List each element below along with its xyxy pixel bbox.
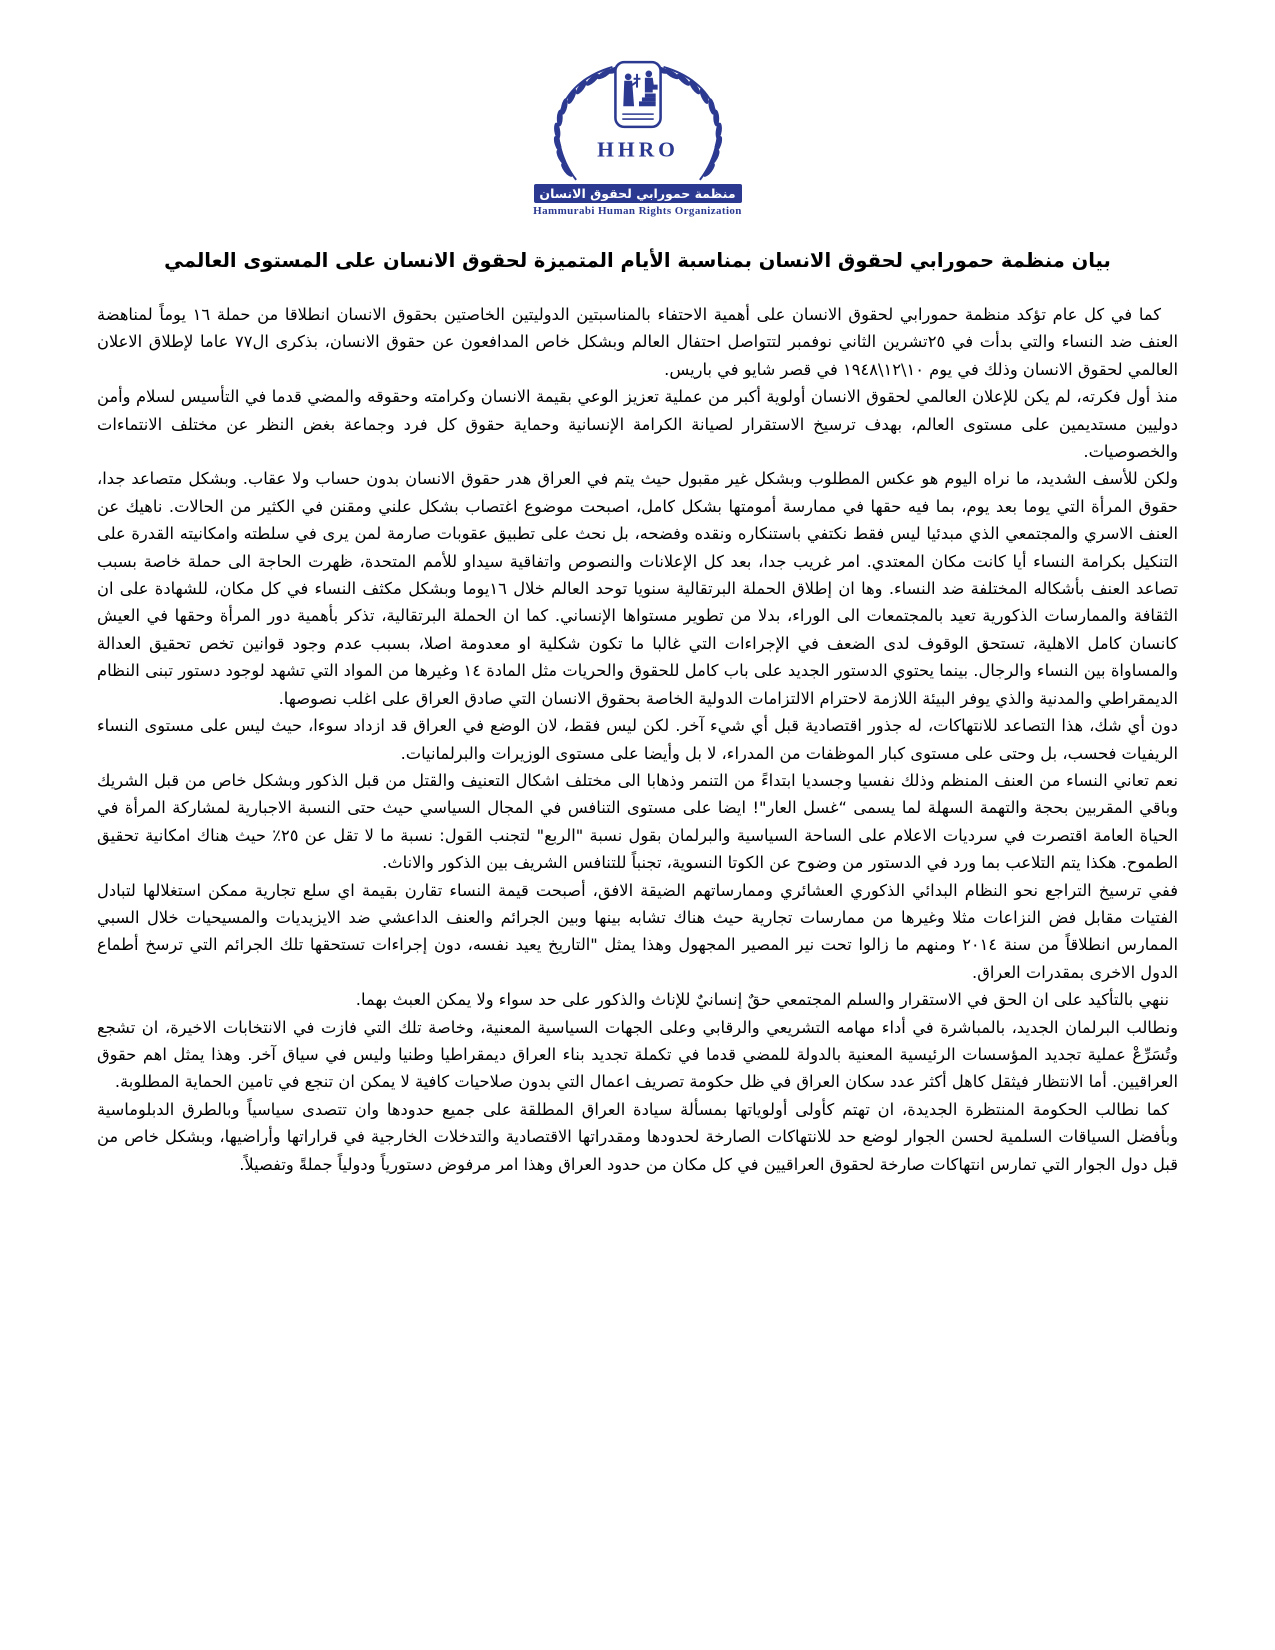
statement-title: بيان منظمة حمورابي لحقوق الانسان بمناسبة الأيام المتميزة لحقوق الانسان على المستوى العالمي (164, 249, 1111, 272)
paragraph-tribal-regression: ففي ترسيخ التراجع نحو النظام البدائي الذكوري العشائري وممارساتهم الضيقة الافق، أصبحت قيمة النساء تقارن بقيمة اي سلع تجارية ممكن استغلالها لتبادل الفتيات مقابل فض النزاعات مثلا وغيرها من ممارسات تجارية حيث هناك تشابه بينها وبين الجرائم والعنف الداعشي ضد الايزيديات والمسيحيات خلال السبي الممارس انطلاقاً من سنة ٢٠١٤ ومنهم ما زالوا تحت نير المصير المجهول وهذا يمثل "التاريخ يعيد نفسه، دون إجراءات تستحقها تلك الجرائم التي ترسخ أطماع الدول الاخرى بمقدرات العراق. (97, 880, 1178, 982)
org-name-arabic: منظمة حمورابي لحقوق الانسان (539, 186, 736, 201)
hhro-emblem-icon (530, 60, 746, 182)
org-acronym: HHRO (596, 137, 679, 162)
laurel-branch-left-icon (552, 64, 624, 180)
paragraph-conclusion-rights: ننهي بالتأكيد على ان الحق في الاستقرار والسلم المجتمعي حقٌ إنسانيٌ للإناث والذكور على حد سواء ولا يمكن العبث بهما. (355, 990, 1169, 1010)
paragraph-declaration-history: منذ أول فكرته، لم يكن للإعلان العالمي لحقوق الانسان أولوية أكبر من عملية تعزيز الوعي بقيمة الانسان وكرامته وحقوقه والمضي قدما في التأسيس لسلام وأمن دوليين مستديمين على مستوى العالم، بهدف ترسيخ الاستقرار لصيانة الكرامة الإنسانية وحماية حقوق كل فرد وجماعة بغض النظر عن مختلف الانتماءات والخصوصيات. (97, 387, 1178, 462)
org-name-english: Hammurabi Human Rights Organization (533, 205, 742, 217)
statement-body (97, 301, 1178, 1178)
org-name-arabic-banner (534, 184, 742, 203)
paragraph-parliament-demand: ونطالب البرلمان الجديد، بالمباشرة في أداء مهامه التشريعي والرقابي وعلى الجهات السياسية المعنية، وخاصة تلك التي فازت في الانتخابات الاخيرة، ان تشجع وتُسَرِّعْ عملية تجديد المؤسسات الرئيسية المعنية بالدولة للمضي قدما في تكملة تجديد بناء العراق ديمقراطيا وطنيا وليس في سياق آخر. وهذا يمثل اهم حقوق العراقيين. أما الانتظار فيثقل كاهل أكثر عدد سكان العراق في ظل حكومة تصريف اعمال التي بدون صلاحيات كافية لا يمكن ان تنجع في تامين الحماية المطلوبة. (97, 1017, 1178, 1092)
paragraph-iraq-violations: ولكن للأسف الشديد، ما نراه اليوم هو عكس المطلوب وبشكل غير مقبول حيث يتم في العراق هدر حقوق الانسان بدون حساب ولا عقاب. وبشكل متصاعد جدا، حقوق المرأة التي يوما بعد يوم، بما فيه حقها في ممارسة أمومتها بشكل كامل، اصبحت موضوع اغتصاب بشكل علني ومقنن في الكثير من الحالات. ناهيك عن العنف الاسري والمجتمعي الذي مبدئيا ليس فقط نكتفي باستنكاره ونقده وفضحه، بل نحث على تطبيق عقوبات صارمة لمن يرى في سلطته وامكانيته القدرة على التنكيل بكرامة النساء أيا كانت مكان المعتدي. امر غريب جدا، بعد كل الإعلانات والنصوص واتفاقية سيداو للأمم المتحدة، ظهرت الحاجة الى حملة خاصة بسبب تصاعد العنف بأشكاله المختلفة ضد النساء. وها ان إطلاق الحملة البرتقالية سنويا توحد العالم خلال ١٦يوما وبشكل مكثف النساء في كل مكان، للشهادة على ان الثقافة والممارسات الذكورية تعيد بالمجتمعات الى الوراء، بدلا من تطوير مستواها الإنساني. كما ان الحملة البرتقالية، تذكر بأهمية دور المرأة وحقها في العيش كانسان كامل الاهلية، تستحق الوقوف لدى الضعف في الإجراءات التي غالبا ما تكون شكلية او معدومة اصلا، بسبب عدم وجود قوانين تخص تحقيق العدالة والمساواة بين النساء والرجال. بينما يحتوي الدستور الجديد على باب كامل للحقوق والحريات مثل المادة ١٤ وغيرها من المواد التي تشهد لوجود دستور تبنى النظام الديمقراطي والمدنية والذي يوفر البيئة اللازمة لاحترام الالتزامات الدولية الخاصة بحقوق الانسان التي صادق العراق على اغلب نصوصها. (97, 469, 1178, 708)
org-logo (513, 60, 763, 217)
paragraph-intro-occasions: كما في كل عام تؤكد منظمة حمورابي لحقوق الانسان على أهمية الاحتفاء بالمناسبتين الدوليتين الخاصتين بحقوق الانسان انطلاقا من حملة ١٦ يوماً لمناهضة العنف ضد النساء والتي بدأت في ٢٥تشرين الثاني نوفمبر لتتواصل احتفال العالم وبشكل خاص المدافعون عن حقوق الانسان، بذكرى ال٧٧ عاما لإطلاق الاعلان العالمي لحقوق الانسان وذلك في يوم ١٠\١٢\١٩٤٨ في قصر شايو في باريس. (97, 305, 1178, 379)
paragraph-economic-roots: دون أي شك، هذا التصاعد للانتهاكات، له جذور اقتصادية قبل أي شيء آخر. لكن ليس فقط، لان الوضع في العراق قد ازداد سوءا، حيث ليس على مستوى النساء الريفيات فحسب، بل وحتى على مستوى كبار الموظفات من المدراء، لا بل وأيضا على مستوى الوزيرات والبرلمانيات. (97, 716, 1178, 763)
paragraph-government-demand: كما نطالب الحكومة المنتظرة الجديدة، ان تهتم كأولى أولوياتها بمسألة سيادة العراق المطلقة على جميع حدودها وان تتصدى سياسياً وبالطرق الدبلوماسية وبأفضل السياقات السلمية لحسن الجوار لوضع حد للانتهاكات الصارخة لحدودها ومقدراتها الاقتصادية والتدخلات الخارجية في قراراتها وأراضيها، وبشكل خاص من قبل دول الجوار التي تمارس انتهاكات صارخة لحقوق العراقيين في كل مكان من حدود العراق وهذا امر مرفوض دستورياً ودولياً جملةً وتفصيلاً. (97, 1099, 1178, 1174)
hammurabi-stele-icon (615, 62, 660, 127)
laurel-branch-right-icon (651, 64, 723, 180)
paragraph-organized-violence: نعم تعاني النساء من العنف المنظم وذلك نفسيا وجسديا ابتداءً من التنمر وذهابا الى مختلف اشكال التعنيف والقتل من قبل الذكور وبشكل خاص من قبل الشريك وباقي المقربين بحجة والتهمة السهلة لما يسمى “غسل العار"! ايضا على مستوى التنافس في المجال السياسي حيث حتى النسبة الاجبارية لمشاركة المرأة في الحياة العامة اقتصرت في سرديات الاعلام على الساحة السياسية والبرلمان بقول نسبة "الربع" لتجنب القول: نسبة ما لا تقل عن ٢٥٪ حيث هناك امكانية تحقيق الطموح. هكذا يتم التلاعب بما ورد في الدستور من وضوح عن الكوتا النسوية، تجنباً للتنافس الشريف بين الذكور والاناث. (97, 770, 1178, 873)
